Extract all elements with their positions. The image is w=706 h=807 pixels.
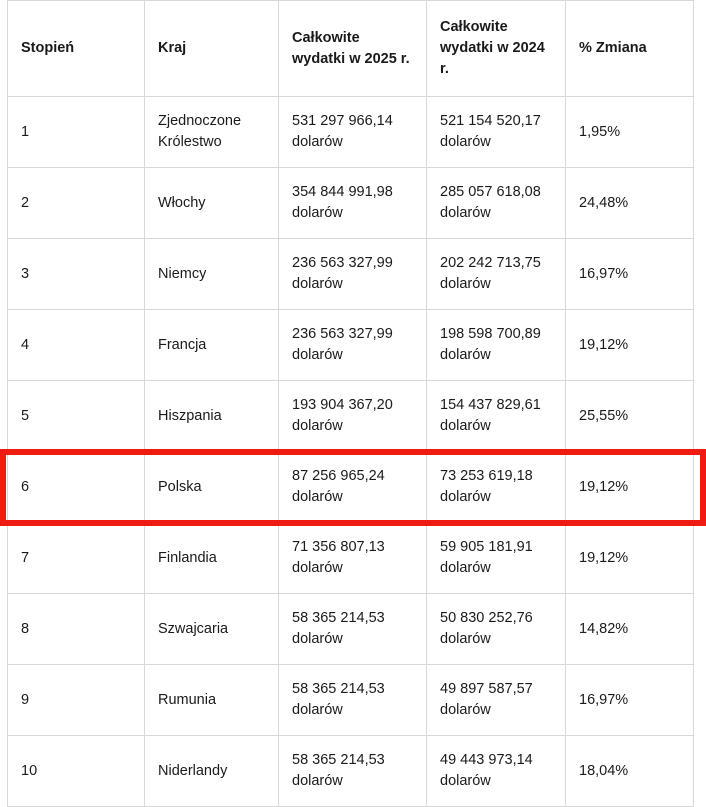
cell-spend-2024: 73 253 619,18 dolarów	[427, 452, 566, 523]
cell-spend-2025: 58 365 214,53 dolarów	[279, 736, 427, 807]
cell-rank: 7	[8, 523, 145, 594]
cell-spend-2024: 202 242 713,75 dolarów	[427, 239, 566, 310]
cell-country: Niderlandy	[145, 736, 279, 807]
table-row	[8, 665, 694, 736]
column-header-spend-2025: Całkowite wydatki w 2025 r.	[279, 1, 427, 97]
cell-spend-2024: 154 437 829,61 dolarów	[427, 381, 566, 452]
table-row	[8, 97, 694, 168]
column-header-change: % Zmiana	[566, 1, 694, 97]
cell-rank: 10	[8, 736, 145, 807]
cell-change: 19,12%	[566, 452, 694, 523]
column-header-spend-2024: Całkowite wydatki w 2024 r.	[427, 1, 566, 97]
cell-change: 14,82%	[566, 594, 694, 665]
cell-spend-2024: 50 830 252,76 dolarów	[427, 594, 566, 665]
cell-rank: 5	[8, 381, 145, 452]
cell-spend-2025: 58 365 214,53 dolarów	[279, 665, 427, 736]
table-row	[8, 594, 694, 665]
cell-change: 24,48%	[566, 168, 694, 239]
cell-spend-2025: 87 256 965,24 dolarów	[279, 452, 427, 523]
cell-spend-2025: 58 365 214,53 dolarów	[279, 594, 427, 665]
table-row	[8, 523, 694, 594]
cell-spend-2024: 285 057 618,08 dolarów	[427, 168, 566, 239]
cell-rank: 3	[8, 239, 145, 310]
cell-country: Włochy	[145, 168, 279, 239]
cell-spend-2025: 531 297 966,14 dolarów	[279, 97, 427, 168]
cell-change: 19,12%	[566, 310, 694, 381]
cell-country: Hiszpania	[145, 381, 279, 452]
cell-change: 18,04%	[566, 736, 694, 807]
cell-country: Zjednoczone Królestwo	[145, 97, 279, 168]
cell-country: Rumunia	[145, 665, 279, 736]
table-header-row	[8, 1, 694, 97]
cell-change: 25,55%	[566, 381, 694, 452]
table-row	[8, 310, 694, 381]
cell-change: 1,95%	[566, 97, 694, 168]
table-row-highlighted	[8, 452, 694, 523]
cell-change: 16,97%	[566, 665, 694, 736]
country-spending-table	[7, 0, 694, 807]
cell-spend-2025: 236 563 327,99 dolarów	[279, 239, 427, 310]
cell-rank: 1	[8, 97, 145, 168]
cell-spend-2024: 521 154 520,17 dolarów	[427, 97, 566, 168]
cell-country: Szwajcaria	[145, 594, 279, 665]
cell-rank: 4	[8, 310, 145, 381]
table-row	[8, 736, 694, 807]
table-row	[8, 168, 694, 239]
table-body	[8, 97, 694, 807]
cell-spend-2024: 198 598 700,89 dolarów	[427, 310, 566, 381]
cell-spend-2025: 71 356 807,13 dolarów	[279, 523, 427, 594]
cell-country: Finlandia	[145, 523, 279, 594]
table-row	[8, 381, 694, 452]
cell-spend-2025: 193 904 367,20 dolarów	[279, 381, 427, 452]
cell-change: 19,12%	[566, 523, 694, 594]
cell-country: Niemcy	[145, 239, 279, 310]
column-header-rank: Stopień	[8, 1, 145, 97]
column-header-country: Kraj	[145, 1, 279, 97]
cell-rank: 8	[8, 594, 145, 665]
cell-spend-2024: 59 905 181,91 dolarów	[427, 523, 566, 594]
table-row	[8, 239, 694, 310]
cell-country: Francja	[145, 310, 279, 381]
cell-spend-2024: 49 443 973,14 dolarów	[427, 736, 566, 807]
cell-spend-2024: 49 897 587,57 dolarów	[427, 665, 566, 736]
cell-rank: 9	[8, 665, 145, 736]
table-header	[8, 1, 694, 97]
cell-rank: 6	[8, 452, 145, 523]
cell-rank: 2	[8, 168, 145, 239]
cell-country: Polska	[145, 452, 279, 523]
cell-spend-2025: 236 563 327,99 dolarów	[279, 310, 427, 381]
cell-change: 16,97%	[566, 239, 694, 310]
cell-spend-2025: 354 844 991,98 dolarów	[279, 168, 427, 239]
